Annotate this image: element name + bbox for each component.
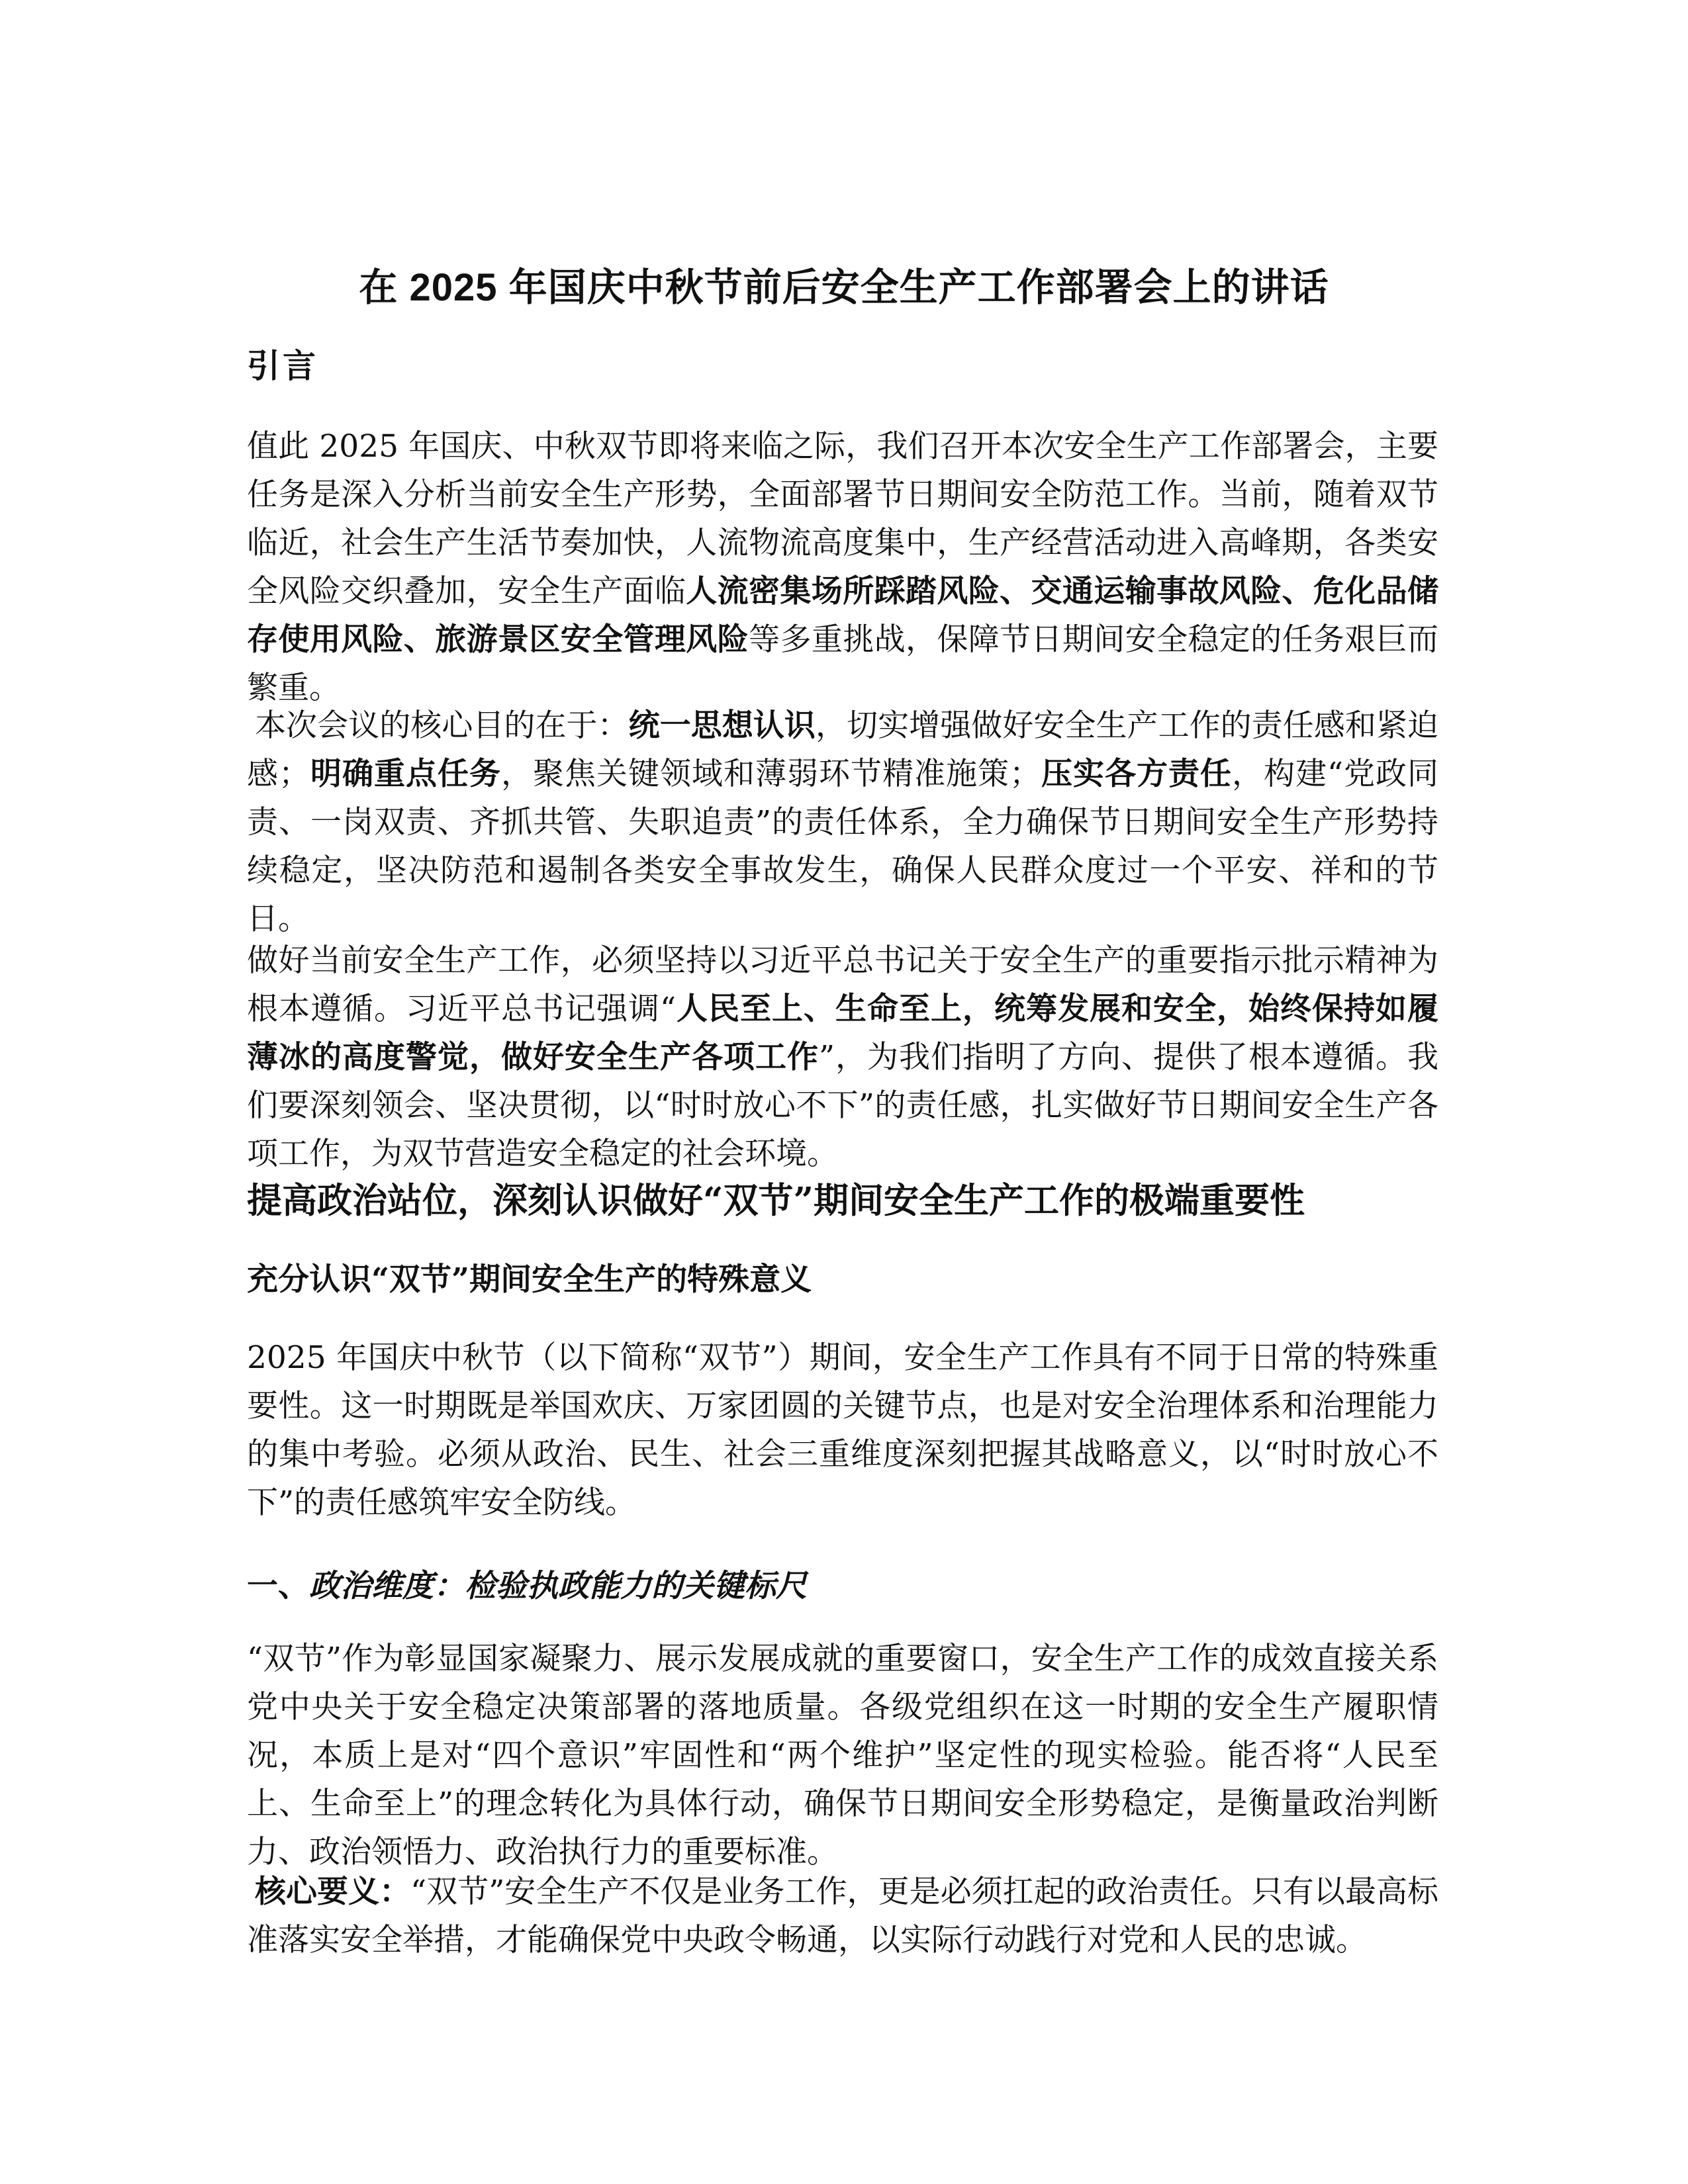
core-essence-label: 核心要义：: [255, 1874, 411, 1910]
intro-heading: 引言: [247, 347, 318, 385]
intro-paragraph-1: [247, 422, 1438, 712]
intro-paragraph-1-text-a: 值此 2025 年国庆、中秋双节即将来临之际，我们召开本次安全生产工作部署会，主要任务是深入分析当前安全生产形势，全面部署节日期间安全防范工作。当前，随着双节临近，社会生产生活节奏加快，人流物流高度集中，生产经营活动进入高峰期，各类安全风险交织叠加，安全生产面临: [247, 428, 1438, 610]
subsection-1-paragraph: 2025 年国庆中秋节（以下简称“双节”）期间，安全生产工作具有不同于日常的特殊重要性。这一时期既是举国欢庆、万家团圆的关键节点，也是对安全治理体系和治理能力的集中考验。必须从政治、民生、社会三重维度深刻把握其战略意义，以“时时放心不下”的责任感筑牢安全防线。: [247, 1340, 1438, 1521]
intro-paragraph-2-text-e: ，聚焦关键领域和薄弱环节精准施策；: [501, 756, 1041, 792]
political-dimension-heading: [247, 1563, 1438, 1610]
intro-paragraph-2-text-a: 本次会议的核心目的在于：: [255, 707, 629, 744]
intro-paragraph-2: [247, 702, 1438, 943]
core-essence-paragraph: [247, 1868, 1438, 1964]
intro-paragraph-3-quote: 人民至上、生命至上，统筹发展和安全，始终保持如履薄冰的高度警觉，做好安全生产各项工作: [247, 991, 1439, 1075]
political-dimension-paragraph: “双节”作为彰显国家凝聚力、展示发展成就的重要窗口，安全生产工作的成效直接关系党中央关于安全稳定决策部署的落地质量。各级党组织在这一时期的安全生产履职情况，本质上是对“四个意识”牢固性和“两个维护”坚定性的现实检验。能否将“人民至上、生命至上”的理念转化为具体行动，确保节日期间安全形势稳定，是衡量政治判断力、政治领悟力、政治执行力的重要标准。: [247, 1641, 1438, 1870]
core-essence-text: “双节”安全生产不仅是业务工作，更是必须扛起的政治责任。只有以最高标准落实安全举措，才能确保党中央政令畅通，以实际行动践行对党和人民的忠诚。: [247, 1874, 1438, 1958]
intro-paragraph-2-text-g: ，构建“党政同责、一岗双责、齐抓共管、失职追责”的责任体系，全力确保节日期间安全生产形势持续稳定，坚决防范和遏制各类安全事故发生，确保人民群众度过一个平安、祥和的节日。: [247, 756, 1439, 937]
intro-paragraph-2-emphasis-2: 明确重点任务: [310, 756, 501, 792]
intro-paragraph-1-text-c: 等多重挑战，保障节日期间安全稳定的任务艰巨而繁重。: [247, 621, 1439, 706]
section-1-heading: 提高政治站位，深刻认识做好“双节”期间安全生产工作的极端重要性: [247, 1180, 1305, 1221]
intro-paragraph-3: [247, 936, 1438, 1178]
political-dimension-title: 政治维度：检验执政能力的关键标尺: [309, 1568, 807, 1604]
political-dimension-number: 一、: [247, 1568, 309, 1604]
intro-paragraph-2-text-c: ，切实增强做好安全生产工作的责任感和紧迫感；: [247, 707, 1439, 792]
intro-paragraph-2-emphasis-1: 统一思想认识: [628, 707, 816, 744]
intro-paragraph-2-emphasis-3: 压实各方责任: [1041, 756, 1232, 792]
intro-paragraph-3-text-a: 做好当前安全生产工作，必须坚持以习近平总书记关于安全生产的重要指示批示精神为根本遵循。习近平总书记强调“: [247, 942, 1438, 1027]
subsection-1-heading: 充分认识“双节”期间安全生产的特殊意义: [247, 1261, 812, 1298]
document-title: 在 2025 年国庆中秋节前后安全生产工作部署会上的讲话: [359, 266, 1329, 309]
intro-paragraph-3-text-c: ”，为我们指明了方向、提供了根本遵循。我们要深刻领会、坚决贯彻，以“时时放心不下”的责任感，扎实做好节日期间安全生产各项工作，为双节营造安全稳定的社会环境。: [247, 1039, 1438, 1172]
intro-paragraph-1-emphasis: 人流密集场所踩踏风险、交通运输事故风险、危化品储存使用风险、旅游景区安全管理风险: [247, 573, 1438, 658]
